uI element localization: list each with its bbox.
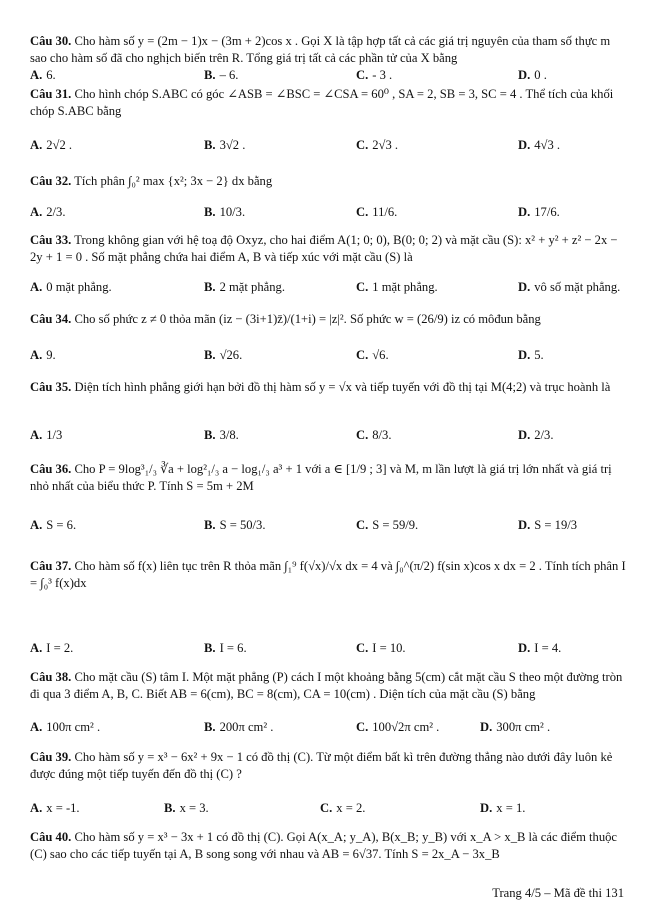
question-text: Diện tích hình phẳng giới hạn bởi đồ thị hàm số y = √x và tiếp tuyến với đồ thị tại M(4;2) và trục hoành là	[74, 380, 611, 394]
question-text: Cho P = 9log³₁/₃ ∛a + log²₁/₃ a − log₁/₃ a³ + 1 với a ∈ [1/9 ; 3] và M, m lần lượt là giá trị lớn nhất và giá trị nhỏ nhất của biểu thức P. Tính S = 5m + 2M	[30, 462, 612, 493]
question-31	[30, 86, 626, 120]
option-d[interactable]: D. 17/6.	[518, 205, 560, 219]
option-b[interactable]: B. I = 6.	[204, 641, 247, 655]
option-d[interactable]: D. 4√3 .	[518, 138, 561, 152]
option-b[interactable]: B. √26.	[204, 348, 243, 362]
question-40	[30, 829, 626, 863]
options-30	[30, 68, 626, 85]
options-34	[30, 348, 626, 365]
option-d[interactable]: D. x = 1.	[480, 801, 526, 815]
question-30	[30, 33, 626, 67]
question-label: Câu 34.	[30, 312, 72, 326]
question-39	[30, 749, 626, 783]
option-b[interactable]: B. 10/3.	[204, 205, 246, 219]
option-a[interactable]: A. 100π cm² .	[30, 720, 101, 734]
option-d[interactable]: D. 300π cm² .	[480, 720, 551, 734]
option-a[interactable]: A. 0 mặt phẳng.	[30, 280, 112, 294]
option-c[interactable]: C. 2√3 .	[356, 138, 399, 152]
options-39	[30, 801, 626, 818]
option-a[interactable]: A. I = 2.	[30, 641, 74, 655]
question-33	[30, 232, 626, 266]
question-label: Câu 36.	[30, 462, 72, 476]
question-label: Câu 35.	[30, 380, 72, 394]
question-32	[30, 173, 626, 190]
question-text: Cho hàm số y = (2m − 1)x − (3m + 2)cos x . Gọi X là tập hợp tất cả các giá trị nguyên của tham số thực m sao cho hàm số đã cho nghịch biến trên R. Tổng giá trị tất cả các phần tử của X bằng	[30, 34, 611, 65]
option-c[interactable]: C. √6.	[356, 348, 389, 362]
question-36	[30, 461, 626, 495]
option-a[interactable]: A. 2/3.	[30, 205, 66, 219]
question-38	[30, 669, 626, 703]
option-c[interactable]: C. 100√2π cm² .	[356, 720, 440, 734]
option-c[interactable]: C. S = 59/9.	[356, 518, 419, 532]
option-c[interactable]: C. 8/3.	[356, 428, 392, 442]
question-text: Cho mặt cầu (S) tâm I. Một mặt phẳng (P) cách I một khoảng bằng 5(cm) cắt mặt cầu S theo một đường tròn đi qua 3 điểm A, B, C. Biết AB = 6(cm), BC = 8(cm), CA = 10(cm) . Diện tích của mặt cầu (S) bằng	[30, 670, 623, 701]
options-38	[30, 720, 626, 737]
question-text: Cho hàm số y = x³ − 3x + 1 có đồ thị (C). Gọi A(x_A; y_A), B(x_B; y_B) với x_A > x_B là các điểm thuộc (C) sao cho các tiếp tuyến tại A, B song song với nhau và AB = 6√37. Tính S = 2x_A − 3x_B	[30, 830, 618, 861]
question-label: Câu 37.	[30, 559, 72, 573]
option-d[interactable]: D. vô số mặt phẳng.	[518, 280, 621, 294]
question-label: Câu 31.	[30, 87, 72, 101]
question-text: Cho hình chóp S.ABC có góc ∠ASB = ∠BSC = ∠CSA = 60⁰ , SA = 2, SB = 3, SC = 4 . Thể tích của khối chóp S.ABC bằng	[30, 87, 614, 118]
question-text: Trong không gian với hệ toạ độ Oxyz, cho hai điểm A(1; 0; 0), B(0; 0; 2) và mặt cầu (S): x² + y² + z² − 2x − 2y + 1 = 0 . Số mặt phẳng chứa hai điểm A, B và tiếp xúc với mặt cầu (S) là	[30, 233, 618, 264]
question-label: Câu 40.	[30, 830, 72, 844]
option-a[interactable]: A. x = -1.	[30, 801, 80, 815]
question-37	[30, 558, 626, 592]
option-b[interactable]: B. 3√2 .	[204, 138, 246, 152]
question-label: Câu 32.	[30, 174, 72, 188]
option-a[interactable]: A. 6.	[30, 68, 56, 82]
option-b[interactable]: B. x = 3.	[164, 801, 209, 815]
question-text: Cho hàm số y = x³ − 6x² + 9x − 1 có đồ thị (C). Từ một điểm bất kì trên đường thẳng nào dưới đây luôn kẻ được đúng một tiếp tuyến đến đồ thị (C) ?	[30, 750, 613, 781]
option-b[interactable]: B. – 6.	[204, 68, 239, 82]
option-c[interactable]: C. I = 10.	[356, 641, 406, 655]
question-label: Câu 38.	[30, 670, 72, 684]
options-35	[30, 428, 626, 445]
option-d[interactable]: D. I = 4.	[518, 641, 562, 655]
question-text: Cho số phức z ≠ 0 thỏa mãn (iz − (3i+1)z̄)/(1+i) = |z|². Số phức w = (26/9) iz có môđun bằng	[74, 312, 541, 326]
question-label: Câu 33.	[30, 233, 72, 247]
question-label: Câu 39.	[30, 750, 72, 764]
option-b[interactable]: B. 200π cm² .	[204, 720, 274, 734]
question-text: Tích phân ∫₀² max {x²; 3x − 2} dx bằng	[74, 174, 273, 188]
option-a[interactable]: A. 1/3	[30, 428, 63, 442]
option-c[interactable]: C. 1 mặt phẳng.	[356, 280, 438, 294]
page-footer: Trang 4/5 – Mã đề thi 131	[492, 886, 624, 900]
option-a[interactable]: A. 2√2 .	[30, 138, 73, 152]
question-34	[30, 311, 626, 328]
options-32	[30, 205, 626, 222]
option-c[interactable]: C. x = 2.	[320, 801, 366, 815]
question-35	[30, 379, 626, 396]
option-d[interactable]: D. 0 .	[518, 68, 547, 82]
option-d[interactable]: D. 2/3.	[518, 428, 554, 442]
options-37	[30, 641, 626, 658]
option-a[interactable]: A. S = 6.	[30, 518, 77, 532]
option-d[interactable]: D. 5.	[518, 348, 544, 362]
option-c[interactable]: C. 11/6.	[356, 205, 398, 219]
options-31	[30, 138, 626, 155]
question-label: Câu 30.	[30, 34, 72, 48]
option-c[interactable]: C. - 3 .	[356, 68, 393, 82]
option-b[interactable]: B. 2 mặt phẳng.	[204, 280, 285, 294]
option-b[interactable]: B. 3/8.	[204, 428, 239, 442]
question-text: Cho hàm số f(x) liên tục trên R thỏa mãn ∫₁⁹ f(√x)/√x dx = 4 và ∫₀^(π/2) f(sin x)cos x dx = 2 . Tính tích phân I = ∫₀³ f(x)dx	[30, 559, 626, 590]
options-33	[30, 280, 626, 297]
option-a[interactable]: A. 9.	[30, 348, 56, 362]
options-36	[30, 518, 626, 535]
option-b[interactable]: B. S = 50/3.	[204, 518, 266, 532]
option-d[interactable]: D. S = 19/3	[518, 518, 578, 532]
